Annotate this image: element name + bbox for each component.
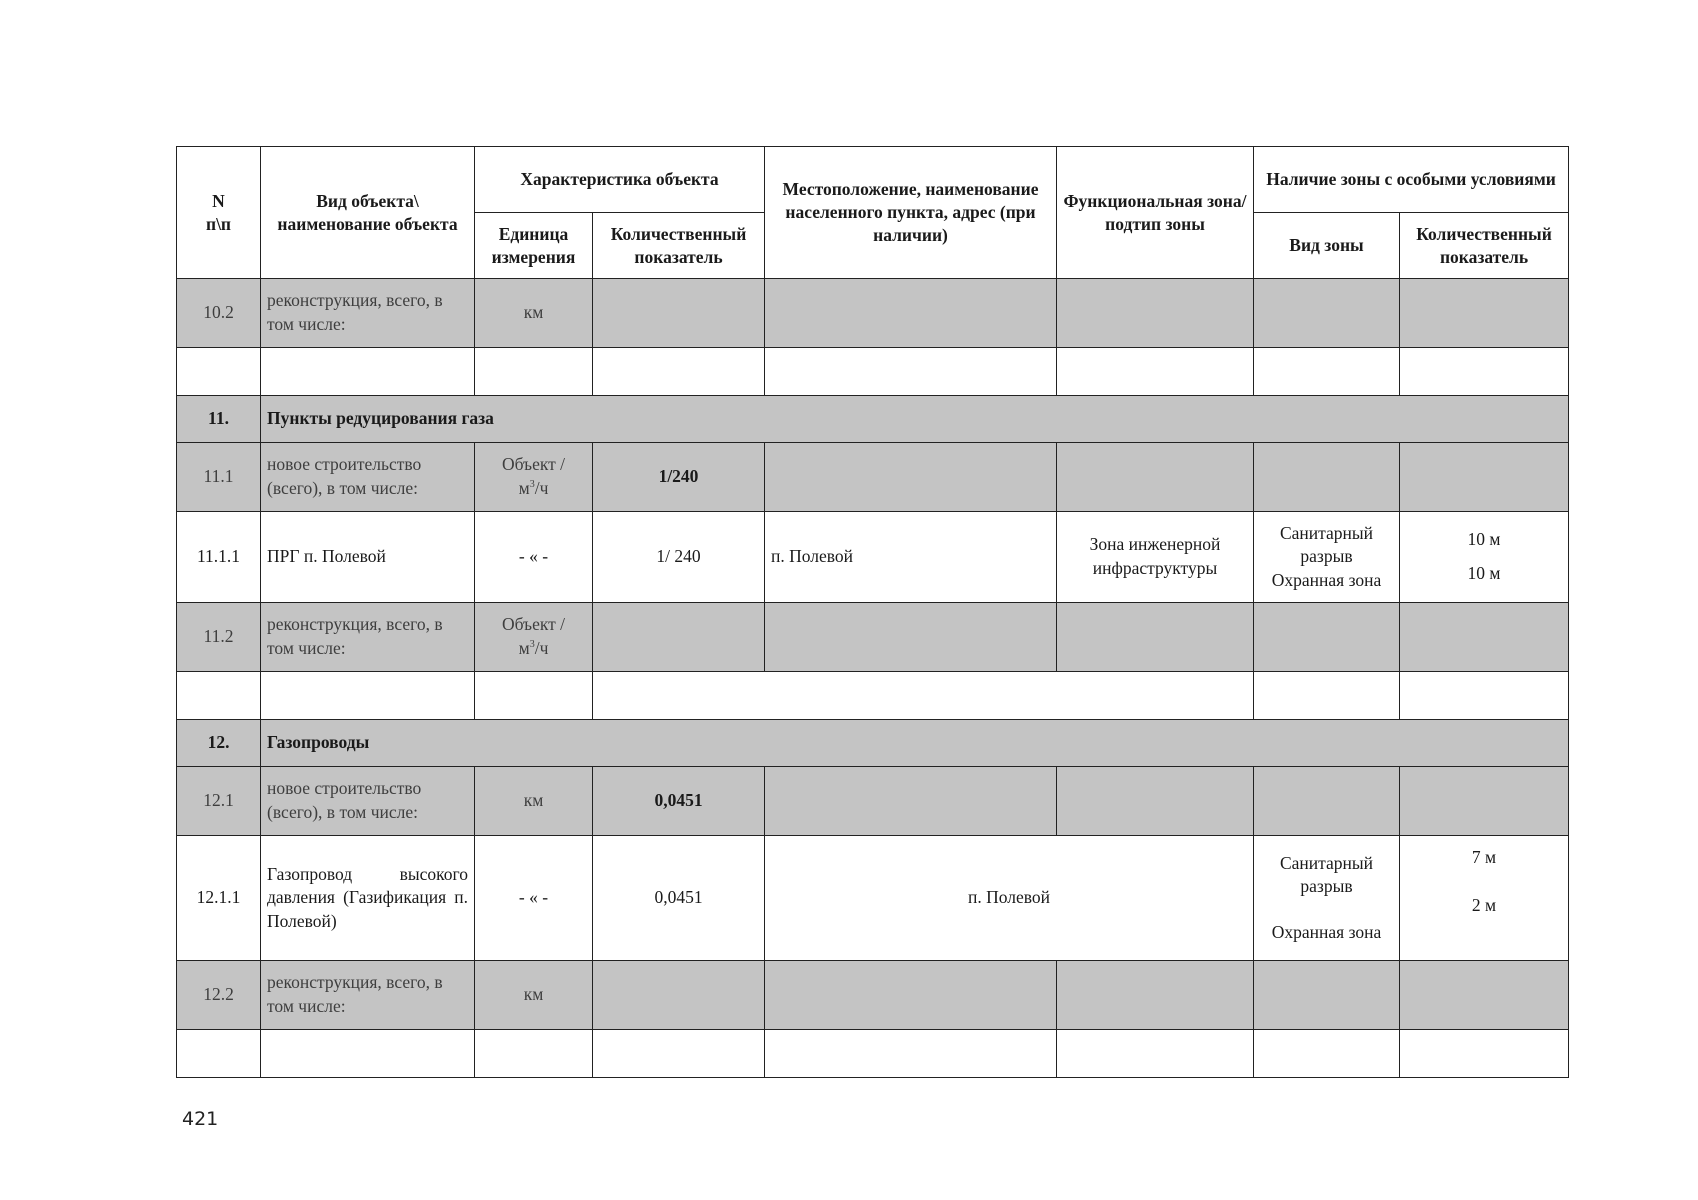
header-functional-zone: Функциональная зона/ подтип зоны — [1057, 147, 1254, 279]
section-number: 11. — [177, 396, 261, 443]
table-row — [177, 279, 1569, 348]
row-object-name: реконструкция, всего, в том числе: — [261, 603, 475, 672]
row-location — [765, 279, 1057, 348]
row-unit: км — [475, 279, 593, 348]
header-special-zone: Наличие зоны с особыми условиями — [1254, 147, 1569, 213]
row-zone-quantity — [1400, 443, 1569, 512]
row-zone-quantity — [1400, 603, 1569, 672]
row-quantity — [593, 279, 765, 348]
section-title: Газопроводы — [261, 720, 1569, 767]
row-quantity: 0,0451 — [593, 836, 765, 961]
header-location: Местоположение, наименование населенного пункта, адрес (при наличии) — [765, 147, 1057, 279]
row-object-name: новое строительство (всего), в том числе: — [261, 443, 475, 512]
row-number: 12.1 — [177, 767, 261, 836]
row-zone-quantity — [1400, 767, 1569, 836]
table-row — [177, 767, 1569, 836]
header-characteristics: Характеристика объекта — [475, 147, 765, 213]
row-unit: Объект / $м^3/ч$ — [475, 603, 593, 672]
row-zone-type: Санитарный разрыв Охранная зона — [1254, 512, 1400, 603]
section-row — [177, 720, 1569, 767]
row-zone-quantity — [1400, 961, 1569, 1030]
row-functional-zone — [1057, 603, 1254, 672]
row-quantity — [593, 961, 765, 1030]
header-zone-type: Вид зоны — [1254, 213, 1400, 279]
row-functional-zone — [1057, 767, 1254, 836]
row-functional-zone — [1057, 279, 1254, 348]
row-number: 10.2 — [177, 279, 261, 348]
table-row — [177, 603, 1569, 672]
row-object-name: ПРГ п. Полевой — [261, 512, 475, 603]
table-row — [177, 348, 1569, 396]
section-row — [177, 396, 1569, 443]
row-zone-quantity: 10 м 10 м — [1400, 512, 1569, 603]
section-number: 12. — [177, 720, 261, 767]
row-location: п. Полевой — [765, 512, 1057, 603]
row-functional-zone — [1057, 961, 1254, 1030]
page-number: 421 — [182, 1108, 219, 1130]
row-zone-type — [1254, 961, 1400, 1030]
row-location — [765, 961, 1057, 1030]
header-unit: Единица измерения — [475, 213, 593, 279]
row-unit: - « - — [475, 512, 593, 603]
table-row — [177, 961, 1569, 1030]
row-number: 11.2 — [177, 603, 261, 672]
table-row — [177, 1030, 1569, 1078]
row-number: 12.2 — [177, 961, 261, 1030]
row-unit: км — [475, 961, 593, 1030]
row-quantity: 1/240 — [593, 443, 765, 512]
table-row — [177, 836, 1569, 961]
row-unit: - « - — [475, 836, 593, 961]
row-quantity: 1/ 240 — [593, 512, 765, 603]
row-number: 11.1 — [177, 443, 261, 512]
row-location — [765, 443, 1057, 512]
row-functional-zone — [1057, 443, 1254, 512]
table-row — [177, 512, 1569, 603]
row-object-name: реконструкция, всего, в том числе: — [261, 961, 475, 1030]
planning-table — [176, 146, 1569, 1078]
row-object-name: Газопровод высокого давления (Газификация п. Полевой) — [261, 836, 475, 961]
header-zone-quantity: Количественный показатель — [1400, 213, 1569, 279]
table-row — [177, 443, 1569, 512]
header-num: N п\п — [177, 147, 261, 279]
header-object-type: Вид объекта\ наименование объекта — [261, 147, 475, 279]
row-quantity: 0,0451 — [593, 767, 765, 836]
row-zone-quantity: 7 м 2 м — [1400, 836, 1569, 961]
row-zone-type — [1254, 603, 1400, 672]
header-quantity: Количественный показатель — [593, 213, 765, 279]
row-unit: Объект / $м^3/ч$ — [475, 443, 593, 512]
row-location: п. Полевой — [765, 836, 1254, 961]
row-unit: км — [475, 767, 593, 836]
row-location — [765, 603, 1057, 672]
row-zone-type: Санитарный разрыв Охранная зона — [1254, 836, 1400, 961]
row-number: 12.1.1 — [177, 836, 261, 961]
table-row — [177, 672, 1569, 720]
row-zone-type — [1254, 279, 1400, 348]
row-number: 11.1.1 — [177, 512, 261, 603]
row-location — [765, 767, 1057, 836]
row-quantity — [593, 603, 765, 672]
row-zone-type — [1254, 443, 1400, 512]
row-object-name: реконструкция, всего, в том числе: — [261, 279, 475, 348]
row-object-name: новое строительство (всего), в том числе: — [261, 767, 475, 836]
row-zone-quantity — [1400, 279, 1569, 348]
section-title: Пункты редуцирования газа — [261, 396, 1569, 443]
row-functional-zone: Зона инженерной инфраструктуры — [1057, 512, 1254, 603]
row-zone-type — [1254, 767, 1400, 836]
